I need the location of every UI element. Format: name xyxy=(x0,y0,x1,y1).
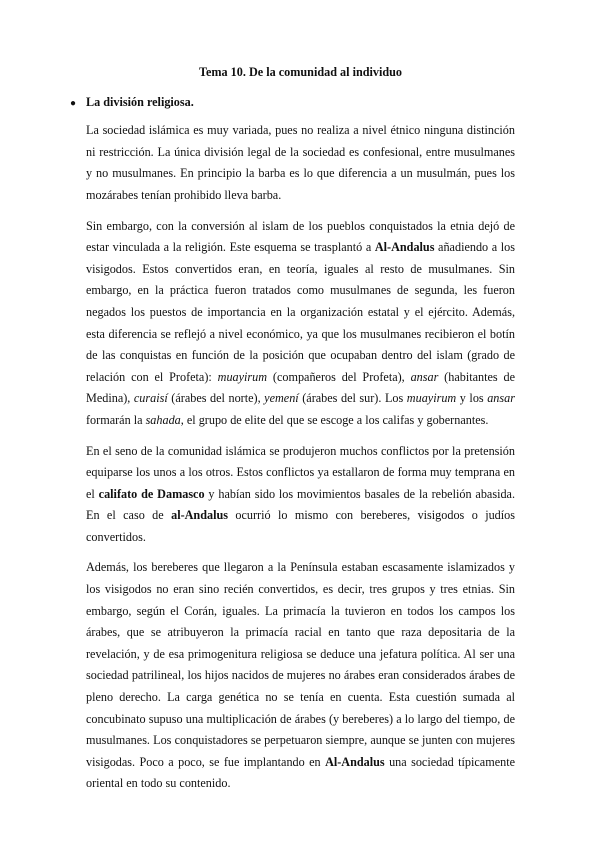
paragraph-4: Además, los bereberes que llegaron a la Península estaban escasamente islamizados y los visigodos no eran sino recién convertidos, es decir, tres grupos y tres etnias. Sin embargo, según el Corán, iguales. La primacía la tuvieron en todos los campos los árabes, que se atribuyeron la primacía racial en tanto que raza depositaria de la revelación, y de esa primogenitura religiosa se deduce una jefatura política. Al ser una sociedad patrilineal, los hijos nacidos de mujeres no árabes eran considerados árabes de pleno derecho. La carga genética no se tenía en cuenta. Esta cuestión sumada al concubinato supuso una multiplicación de árabes (y bereberes) a lo largo del tiempo, de musulmanes. Los conquistadores se perpetuaron siempre, aunque se junten con mujeres visigodas. Poco a poco, se fue implantando en Al-Andalus una sociedad típicamente oriental en todo su contenido. xyxy=(86,560,515,791)
term-ansar-2: ansar xyxy=(487,391,515,406)
term-ansar: ansar xyxy=(410,369,439,384)
document-page xyxy=(70,62,516,804)
bullet-icon: ● xyxy=(70,97,77,109)
term-califato-damasco: califato de Damasco xyxy=(98,486,205,501)
paragraph-2: Sin embargo, con la conversión al islam de los pueblos conquistados la etnia dejó de estar vinculada a la religión. Este esquema se trasplantó a Al-Andalus añadiendo a los visigodos. Estos convertidos eran, en teoría, iguales al resto de musulmanes. Sin embargo, en la práctica fueron tratados como musulmanes de segunda, les fueron negados los puestos de importancia en la organización estatal y el ejército. Además, esta diferencia se reflejó a nivel económico, ya que los musulmanes recibieron el botín de las conquistas en función de la posición que ocupaban dentro del islam (grado de relación con el Profeta): muayirum (compañeros del Profeta), ansar (habitantes de Medina), curaisí (árabes del norte), yemení (árabes del sur). Los muayirum y los ansar formarán la sahada, el grupo de elite del que se escoge a los califas y gobernantes. xyxy=(86,218,515,427)
page-title: Tema 10. De la comunidad al individuo xyxy=(198,65,403,79)
section-heading xyxy=(70,92,515,115)
term-curaisi: curaisí xyxy=(133,391,168,406)
section-heading-text: La división religiosa. xyxy=(86,94,194,109)
paragraph-1: La sociedad islámica es muy variada, pues no realiza a nivel étnico ninguna distinción ni restricción. La única división legal de la sociedad es confesional, entre musulmanes y no musulmanes. En principio la barba es lo que diferencia a un musulmán, pues los mozárabes tenían prohibido lleva barba. xyxy=(86,123,515,202)
term-al-andalus: Al-Andalus xyxy=(374,240,435,255)
term-al-andalus-3: Al-Andalus xyxy=(325,754,385,769)
term-muayirum: muayirum xyxy=(217,369,268,384)
term-al-andalus-2: al-Andalus xyxy=(171,508,228,523)
term-yemeni: yemení xyxy=(264,391,299,406)
paragraph-3: En el seno de la comunidad islámica se produjeron muchos conflictos por la pretensión equiparse los unos a los otros. Estos conflictos ya estallaron de forma muy temprana en el califato de Damasco y habían sido los movimientos basales de la rebelión abasida. En el caso de al-Andalus ocurrió lo mismo con bereberes, visigodos o judíos convertidos. xyxy=(86,443,516,544)
term-sahada: sahada xyxy=(145,412,181,427)
term-muayirum-2: muayirum xyxy=(406,391,457,406)
